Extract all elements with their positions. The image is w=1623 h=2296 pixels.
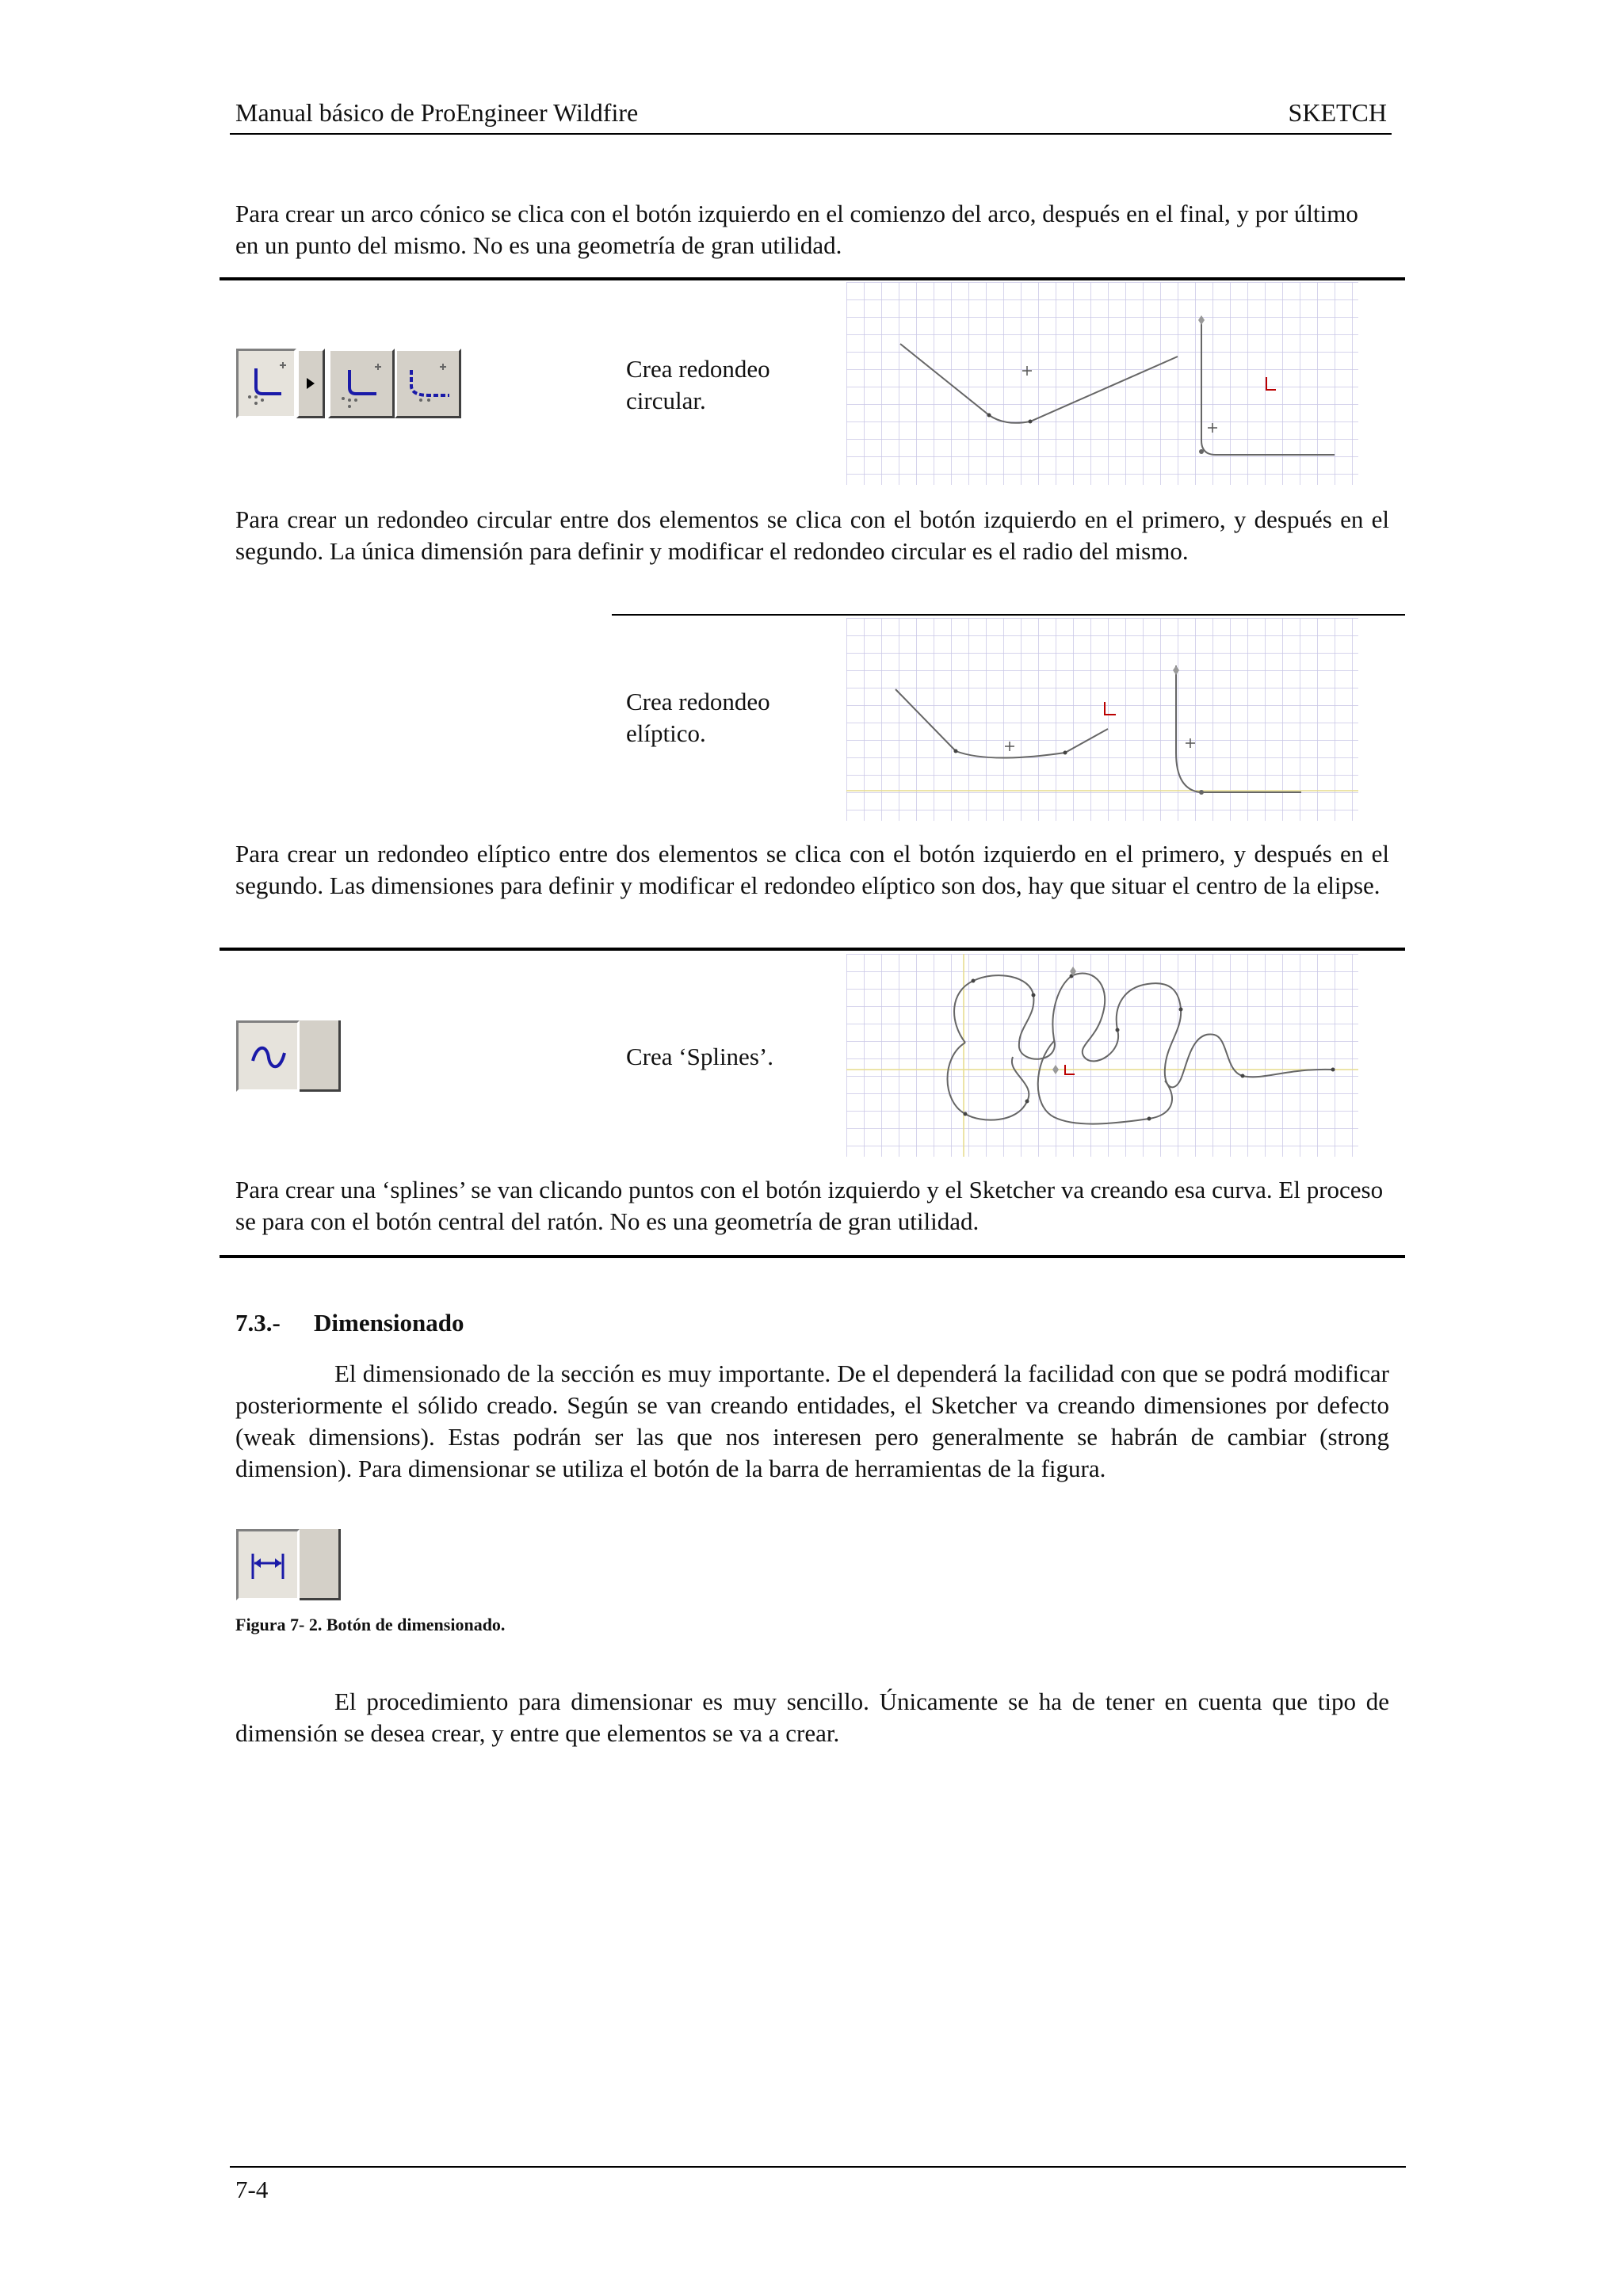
fillet-circular-icon: [239, 351, 294, 416]
fillet-circular-button[interactable]: [236, 349, 296, 418]
section-rule: [220, 1255, 1405, 1258]
fillet-toolbar: [236, 349, 461, 418]
triangle-right-icon: [299, 351, 323, 416]
header-section: SKETCH: [1288, 98, 1387, 127]
fillet-elliptic-figure: [846, 618, 1358, 821]
dimension-toolbar: [236, 1529, 341, 1600]
fillet-elliptic-caption-line1: Crea redondeo: [626, 688, 770, 715]
fillet-elliptic-paragraph: Para crear un redondeo elíptico entre dos elementos se clica con el botón izquierdo en el primero, y después en el segundo. Las dimensiones para definir y modificar el redondeo elíptico son dos, hay que situar el centro de la elipse.: [235, 840, 1389, 899]
splines-paragraph: Para crear una ‘splines’ se van clicando puntos con el botón izquierdo y el Sketcher va creando esa curva. El proceso se para con el botón central del ratón. No es una geometría de gran utilidad.: [235, 1176, 1384, 1235]
fillet-circular-caption-line1: Crea redondeo: [626, 355, 770, 383]
conic-arc-paragraph: Para crear un arco cónico se clica con el botón izquierdo en el comienzo del arco, después en el final, y por último en un punto del mismo. No es una geometría de gran utilidad.: [235, 200, 1358, 259]
fillet-elliptic-caption-line2: elíptico.: [626, 719, 706, 747]
header-title: Manual básico de ProEngineer Wildfire: [235, 98, 639, 127]
fillet-circular-icon: [330, 351, 392, 416]
fillet-circular-caption-line2: circular.: [626, 387, 706, 414]
page-number: 7-4: [235, 2176, 269, 2203]
splines-figure: [846, 954, 1358, 1157]
dimension-arrow-icon: [239, 1531, 297, 1598]
toolbar-filler: [300, 1020, 341, 1092]
section-title: Dimensionado: [314, 1309, 464, 1337]
fillet-elliptic-icon: [397, 351, 459, 416]
spline-toolbar: [236, 1020, 341, 1092]
splines-caption: Crea ‘Splines’.: [626, 1043, 773, 1070]
dimension-button[interactable]: [236, 1529, 300, 1600]
fillet-circular-paragraph: Para crear un redondeo circular entre dos elementos se clica con el botón izquierdo en el primero, y después en el segundo. La única dimensión para definir y modificar el redondeo circular es el radio del mismo.: [235, 505, 1389, 565]
fillet-circular-option-button[interactable]: [328, 349, 395, 418]
footer-rule: [230, 2166, 1406, 2168]
spline-button[interactable]: [236, 1020, 300, 1092]
dimensioning-paragraph: El dimensionado de la sección es muy importante. De el dependerá la facilidad con que se podrá modificar posteriormente el sólido creado. Según se van creando entidades, el Sketcher va creando dimensiones por defecto (weak dimensions). Estas podrán ser las que nos interesen pero generalmente se habrán de cambiar (strong dimension). Para dimensionar se utiliza el botón de la barra de herramientas de la figura.: [235, 1360, 1389, 1482]
fillet-circular-figure: [846, 282, 1358, 485]
procedure-paragraph: El procedimiento para dimensionar es muy sencillo. Únicamente se ha de tener en cuenta que tipo de dimensión se desea crear, y entre que elementos se va a crear.: [235, 1688, 1389, 1747]
section-number: 7.3.-: [235, 1309, 281, 1337]
sub-rule: [612, 614, 1405, 616]
figure-caption: Figura 7- 2. Botón de dimensionado.: [235, 1615, 506, 1634]
toolbar-filler: [300, 1529, 341, 1600]
section-rule: [220, 277, 1405, 280]
spline-wave-icon: [239, 1023, 297, 1089]
section-rule: [220, 948, 1405, 951]
flyout-arrow-button[interactable]: [296, 349, 325, 418]
header-rule: [230, 133, 1392, 135]
fillet-elliptic-option-button[interactable]: [395, 349, 461, 418]
